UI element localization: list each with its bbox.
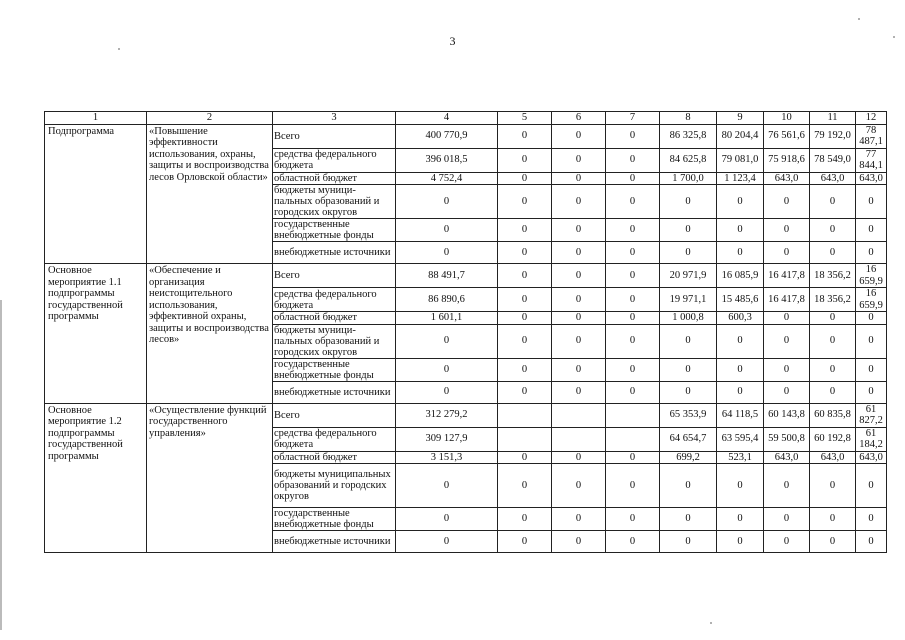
year-value-cell: 0 <box>552 148 606 172</box>
year-value-cell <box>498 427 552 451</box>
funding-source: областной бюджет <box>273 312 396 325</box>
scan-speck <box>858 18 860 20</box>
year-value-cell: 78 549,0 <box>810 148 856 172</box>
total-cell: 0 <box>396 324 498 358</box>
year-value-cell: 0 <box>606 124 660 148</box>
total-cell: 0 <box>396 381 498 403</box>
year-value-cell: 63 595,4 <box>717 427 764 451</box>
year-value-cell: 600,3 <box>717 312 764 325</box>
year-value-cell: 0 <box>552 124 606 148</box>
total-cell: 4 752,4 <box>396 172 498 185</box>
year-value-cell: 0 <box>552 219 606 242</box>
funding-source: Всего <box>273 264 396 288</box>
column-number: 9 <box>717 112 764 125</box>
year-value-cell: 16 659,9 <box>856 264 887 288</box>
scan-speck <box>893 36 895 38</box>
row-group-name: Подпрограмма <box>45 124 147 264</box>
total-cell: 309 127,9 <box>396 427 498 451</box>
year-value-cell: 643,0 <box>856 172 887 185</box>
year-value-cell: 0 <box>498 185 552 219</box>
funding-source: бюджеты муниципальных образований и городских округов <box>273 464 396 508</box>
year-value-cell: 60 192,8 <box>810 427 856 451</box>
year-value-cell: 0 <box>606 464 660 508</box>
year-value-cell: 0 <box>606 185 660 219</box>
year-value-cell: 0 <box>717 381 764 403</box>
year-value-cell: 0 <box>764 464 810 508</box>
year-value-cell: 0 <box>606 242 660 264</box>
year-value-cell: 523,1 <box>717 451 764 464</box>
total-cell: 396 018,5 <box>396 148 498 172</box>
year-value-cell: 0 <box>856 464 887 508</box>
total-cell: 0 <box>396 531 498 553</box>
scan-speck <box>118 48 120 50</box>
year-value-cell: 64 118,5 <box>717 403 764 427</box>
year-value-cell: 0 <box>717 219 764 242</box>
funding-source: государственные внебюджетные фонды <box>273 508 396 531</box>
year-value-cell: 0 <box>606 172 660 185</box>
year-value-cell: 1 700,0 <box>660 172 717 185</box>
column-number: 2 <box>147 112 273 125</box>
year-value-cell: 0 <box>810 242 856 264</box>
year-value-cell: 0 <box>552 264 606 288</box>
total-cell: 400 770,9 <box>396 124 498 148</box>
row-group-name: Основное мероприятие 1.1 подпрограммы государственной программы <box>45 264 147 404</box>
scan-speck <box>710 622 712 624</box>
year-value-cell: 78 487,1 <box>856 124 887 148</box>
column-number: 6 <box>552 112 606 125</box>
year-value-cell: 16 417,8 <box>764 288 810 312</box>
year-value-cell: 0 <box>856 312 887 325</box>
year-value-cell: 0 <box>606 288 660 312</box>
year-value-cell: 61 827,2 <box>856 403 887 427</box>
year-value-cell: 76 561,6 <box>764 124 810 148</box>
year-value-cell: 0 <box>660 358 717 381</box>
year-value-cell: 0 <box>764 312 810 325</box>
total-cell: 312 279,2 <box>396 403 498 427</box>
funding-source: средства федерального бюджета <box>273 427 396 451</box>
year-value-cell: 0 <box>810 312 856 325</box>
total-cell: 0 <box>396 242 498 264</box>
year-value-cell: 0 <box>717 242 764 264</box>
year-value-cell: 0 <box>764 531 810 553</box>
year-value-cell: 59 500,8 <box>764 427 810 451</box>
year-value-cell: 61 184,2 <box>856 427 887 451</box>
year-value-cell: 0 <box>552 324 606 358</box>
table-row <box>45 264 887 288</box>
year-value-cell: 0 <box>660 219 717 242</box>
year-value-cell: 0 <box>660 324 717 358</box>
year-value-cell: 16 085,9 <box>717 264 764 288</box>
year-value-cell: 0 <box>498 148 552 172</box>
year-value-cell: 0 <box>717 358 764 381</box>
scan-edge-mark <box>0 300 2 630</box>
column-number: 11 <box>810 112 856 125</box>
year-value-cell: 0 <box>810 358 856 381</box>
year-value-cell: 0 <box>764 219 810 242</box>
year-value-cell: 0 <box>552 508 606 531</box>
year-value-cell: 0 <box>856 219 887 242</box>
year-value-cell: 0 <box>606 264 660 288</box>
year-value-cell: 19 971,1 <box>660 288 717 312</box>
year-value-cell: 0 <box>552 185 606 219</box>
year-value-cell: 643,0 <box>764 172 810 185</box>
year-value-cell: 20 971,9 <box>660 264 717 288</box>
column-number: 5 <box>498 112 552 125</box>
year-value-cell: 643,0 <box>810 172 856 185</box>
year-value-cell: 0 <box>856 531 887 553</box>
total-cell: 1 601,1 <box>396 312 498 325</box>
year-value-cell: 0 <box>717 531 764 553</box>
year-value-cell: 16 417,8 <box>764 264 810 288</box>
year-value-cell: 0 <box>606 312 660 325</box>
year-value-cell: 60 835,8 <box>810 403 856 427</box>
year-value-cell: 0 <box>552 288 606 312</box>
year-value-cell: 0 <box>498 312 552 325</box>
year-value-cell: 0 <box>606 148 660 172</box>
year-value-cell: 80 204,4 <box>717 124 764 148</box>
total-cell: 88 491,7 <box>396 264 498 288</box>
year-value-cell: 79 192,0 <box>810 124 856 148</box>
funding-source: внебюджетные источники <box>273 242 396 264</box>
year-value-cell: 84 625,8 <box>660 148 717 172</box>
year-value-cell: 0 <box>552 451 606 464</box>
year-value-cell: 0 <box>606 358 660 381</box>
funding-source: средства федерального бюджета <box>273 148 396 172</box>
funding-source: государственные внебюджетные фонды <box>273 358 396 381</box>
year-value-cell: 0 <box>660 508 717 531</box>
year-value-cell: 0 <box>606 324 660 358</box>
column-number: 12 <box>856 112 887 125</box>
year-value-cell: 1 123,4 <box>717 172 764 185</box>
year-value-cell: 0 <box>498 358 552 381</box>
funding-source: бюджеты муници-пальных образований и городских округов <box>273 324 396 358</box>
year-value-cell: 0 <box>764 324 810 358</box>
year-value-cell: 0 <box>660 531 717 553</box>
year-value-cell: 0 <box>498 242 552 264</box>
year-value-cell: 0 <box>660 381 717 403</box>
total-cell: 86 890,6 <box>396 288 498 312</box>
year-value-cell: 18 356,2 <box>810 264 856 288</box>
funding-source: Всего <box>273 403 396 427</box>
year-value-cell: 0 <box>498 288 552 312</box>
row-group-title: «Обеспечение и организация неистощительного использования, эффективной охраны, защиты и воспроизводства лесов» <box>147 264 273 404</box>
funding-source: областной бюджет <box>273 451 396 464</box>
total-cell: 0 <box>396 508 498 531</box>
year-value-cell: 0 <box>498 264 552 288</box>
total-cell: 0 <box>396 185 498 219</box>
column-number: 4 <box>396 112 498 125</box>
year-value-cell: 0 <box>606 381 660 403</box>
year-value-cell: 0 <box>810 531 856 553</box>
year-value-cell: 0 <box>660 242 717 264</box>
year-value-cell: 79 081,0 <box>717 148 764 172</box>
funding-source: государственные внебюджетные фонды <box>273 219 396 242</box>
table-row <box>45 403 887 427</box>
year-value-cell: 15 485,6 <box>717 288 764 312</box>
year-value-cell: 0 <box>764 508 810 531</box>
year-value-cell <box>498 403 552 427</box>
year-value-cell: 0 <box>717 185 764 219</box>
year-value-cell: 0 <box>606 508 660 531</box>
year-value-cell: 0 <box>764 358 810 381</box>
year-value-cell: 0 <box>856 185 887 219</box>
year-value-cell: 0 <box>660 185 717 219</box>
year-value-cell: 0 <box>606 219 660 242</box>
year-value-cell: 0 <box>552 464 606 508</box>
funding-source: внебюджетные источники <box>273 531 396 553</box>
year-value-cell: 18 356,2 <box>810 288 856 312</box>
column-number: 3 <box>273 112 396 125</box>
year-value-cell: 0 <box>856 381 887 403</box>
year-value-cell: 0 <box>717 464 764 508</box>
year-value-cell: 0 <box>498 464 552 508</box>
year-value-cell: 0 <box>810 219 856 242</box>
year-value-cell: 0 <box>660 464 717 508</box>
total-cell: 3 151,3 <box>396 451 498 464</box>
budget-table <box>44 111 887 553</box>
year-value-cell: 75 918,6 <box>764 148 810 172</box>
year-value-cell: 77 844,1 <box>856 148 887 172</box>
year-value-cell: 60 143,8 <box>764 403 810 427</box>
page-number: 3 <box>449 34 456 48</box>
year-value-cell: 0 <box>717 324 764 358</box>
year-value-cell: 0 <box>552 358 606 381</box>
total-cell: 0 <box>396 219 498 242</box>
year-value-cell: 0 <box>552 172 606 185</box>
year-value-cell: 0 <box>606 531 660 553</box>
funding-source: средства федерального бюджета <box>273 288 396 312</box>
year-value-cell: 0 <box>498 451 552 464</box>
row-group-title: «Повышение эффективности использования, охраны, защиты и воспроизводства лесов Орловской области» <box>147 124 273 264</box>
year-value-cell: 0 <box>856 358 887 381</box>
year-value-cell: 643,0 <box>856 451 887 464</box>
year-value-cell: 0 <box>764 242 810 264</box>
year-value-cell: 0 <box>717 508 764 531</box>
year-value-cell: 0 <box>498 508 552 531</box>
year-value-cell: 0 <box>498 531 552 553</box>
year-value-cell: 0 <box>810 381 856 403</box>
total-cell: 0 <box>396 358 498 381</box>
year-value-cell: 0 <box>764 381 810 403</box>
year-value-cell: 86 325,8 <box>660 124 717 148</box>
year-value-cell: 0 <box>498 381 552 403</box>
year-value-cell <box>552 403 606 427</box>
year-value-cell: 0 <box>606 451 660 464</box>
year-value-cell <box>606 403 660 427</box>
funding-source: Всего <box>273 124 396 148</box>
year-value-cell <box>552 427 606 451</box>
year-value-cell: 0 <box>764 185 810 219</box>
year-value-cell: 0 <box>856 324 887 358</box>
year-value-cell: 0 <box>552 531 606 553</box>
funding-source: областной бюджет <box>273 172 396 185</box>
year-value-cell: 0 <box>810 464 856 508</box>
year-value-cell: 0 <box>498 124 552 148</box>
year-value-cell: 0 <box>810 185 856 219</box>
column-number: 10 <box>764 112 810 125</box>
year-value-cell: 0 <box>856 242 887 264</box>
year-value-cell: 0 <box>552 242 606 264</box>
funding-source: внебюджетные источники <box>273 381 396 403</box>
year-value-cell: 0 <box>810 508 856 531</box>
year-value-cell: 0 <box>552 312 606 325</box>
year-value-cell: 643,0 <box>764 451 810 464</box>
year-value-cell <box>606 427 660 451</box>
row-group-name: Основное мероприятие 1.2 подпрограммы государственной программы <box>45 403 147 553</box>
year-value-cell: 64 654,7 <box>660 427 717 451</box>
total-cell: 0 <box>396 464 498 508</box>
table-row <box>45 124 887 148</box>
funding-source: бюджеты муници-пальных образований и городских округов <box>273 185 396 219</box>
year-value-cell: 0 <box>498 324 552 358</box>
year-value-cell: 0 <box>856 508 887 531</box>
year-value-cell: 643,0 <box>810 451 856 464</box>
year-value-cell: 699,2 <box>660 451 717 464</box>
year-value-cell: 0 <box>498 172 552 185</box>
column-number-row <box>45 112 887 125</box>
year-value-cell: 0 <box>498 219 552 242</box>
column-number: 7 <box>606 112 660 125</box>
year-value-cell: 16 659,9 <box>856 288 887 312</box>
column-number: 1 <box>45 112 147 125</box>
year-value-cell: 0 <box>810 324 856 358</box>
row-group-title: «Осуществление функций государственного управления» <box>147 403 273 553</box>
column-number: 8 <box>660 112 717 125</box>
year-value-cell: 1 000,8 <box>660 312 717 325</box>
year-value-cell: 65 353,9 <box>660 403 717 427</box>
year-value-cell: 0 <box>552 381 606 403</box>
